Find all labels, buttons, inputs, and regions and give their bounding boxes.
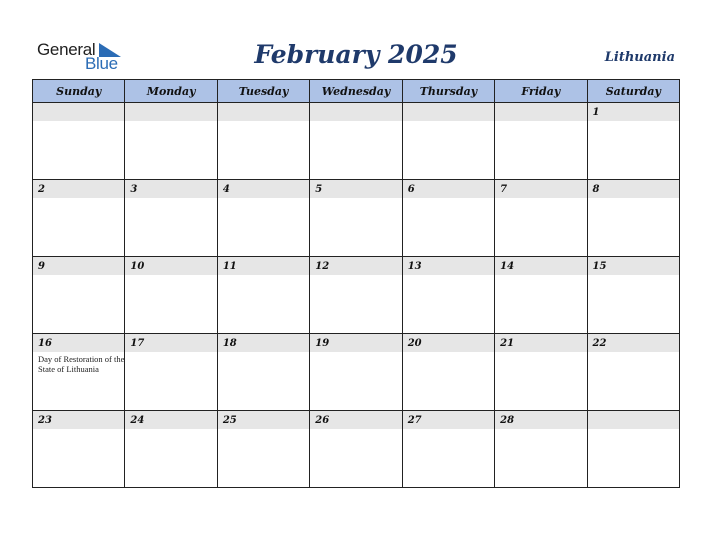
day-cell [217,334,309,411]
week-row [33,334,680,411]
weekday-header-tuesday: Tuesday [217,80,309,103]
week-row [33,411,680,488]
day-cell [217,103,309,180]
day-number: 24 [125,411,216,429]
day-number: 19 [310,334,401,352]
day-cell [402,180,494,257]
day-cell [495,411,587,488]
day-number: 14 [495,257,586,275]
day-cell [402,411,494,488]
day-number: 10 [125,257,216,275]
day-cell [33,411,125,488]
holiday-label: Day of Restoration of the State of Lithuania [38,354,125,374]
week-row [33,180,680,257]
weekday-header-thursday: Thursday [402,80,494,103]
day-number: 12 [310,257,401,275]
day-cell [217,411,309,488]
day-cell [402,257,494,334]
day-number: 6 [403,180,494,198]
day-cell [310,103,402,180]
month-calendar [32,79,680,488]
day-number: 26 [310,411,401,429]
day-cell [217,257,309,334]
day-number [495,103,586,121]
day-cell [310,411,402,488]
weekday-header-row [33,80,680,103]
day-number: 23 [33,411,124,429]
day-number: 2 [33,180,124,198]
week-row [33,257,680,334]
day-number [588,411,679,429]
day-number: 18 [218,334,309,352]
calendar-body [33,103,680,488]
day-number: 1 [588,103,679,121]
day-number: 15 [588,257,679,275]
day-number: 25 [218,411,309,429]
day-cell [495,257,587,334]
day-number: 7 [495,180,586,198]
calendar-title: February 2025 [254,40,458,69]
day-cell [125,334,217,411]
day-number [125,103,216,121]
day-cell [125,103,217,180]
day-cell [125,257,217,334]
day-cell [33,257,125,334]
day-number: 13 [403,257,494,275]
day-cell [402,334,494,411]
day-cell [495,334,587,411]
day-number: 4 [218,180,309,198]
day-cell [587,180,679,257]
weekday-header-wednesday: Wednesday [310,80,402,103]
day-number [403,103,494,121]
day-cell [33,334,125,411]
day-cell [33,103,125,180]
day-number: 16 [33,334,124,352]
week-row [33,103,680,180]
day-number: 9 [33,257,124,275]
day-cell [217,180,309,257]
day-number: 8 [588,180,679,198]
day-cell [587,257,679,334]
day-cell [310,180,402,257]
day-cell [587,411,679,488]
day-number: 5 [310,180,401,198]
day-cell [125,411,217,488]
day-cell [310,334,402,411]
day-cell [495,103,587,180]
day-number [33,103,124,121]
day-cell [310,257,402,334]
day-cell [402,103,494,180]
day-number: 21 [495,334,586,352]
logo-text-general: General [37,40,96,59]
day-number: 22 [588,334,679,352]
day-cell [125,180,217,257]
day-number [218,103,309,121]
weekday-header-sunday: Sunday [33,80,125,103]
day-number [310,103,401,121]
country-label: Lithuania [604,50,675,65]
day-cell [33,180,125,257]
weekday-header-monday: Monday [125,80,217,103]
weekday-header-friday: Friday [495,80,587,103]
day-number: 20 [403,334,494,352]
day-cell [587,103,679,180]
logo-text-blue: Blue [85,54,118,73]
day-number: 11 [218,257,309,275]
day-cell [587,334,679,411]
day-number: 3 [125,180,216,198]
day-cell [495,180,587,257]
day-number: 28 [495,411,586,429]
day-number: 17 [125,334,216,352]
weekday-header-saturday: Saturday [587,80,679,103]
day-number: 27 [403,411,494,429]
